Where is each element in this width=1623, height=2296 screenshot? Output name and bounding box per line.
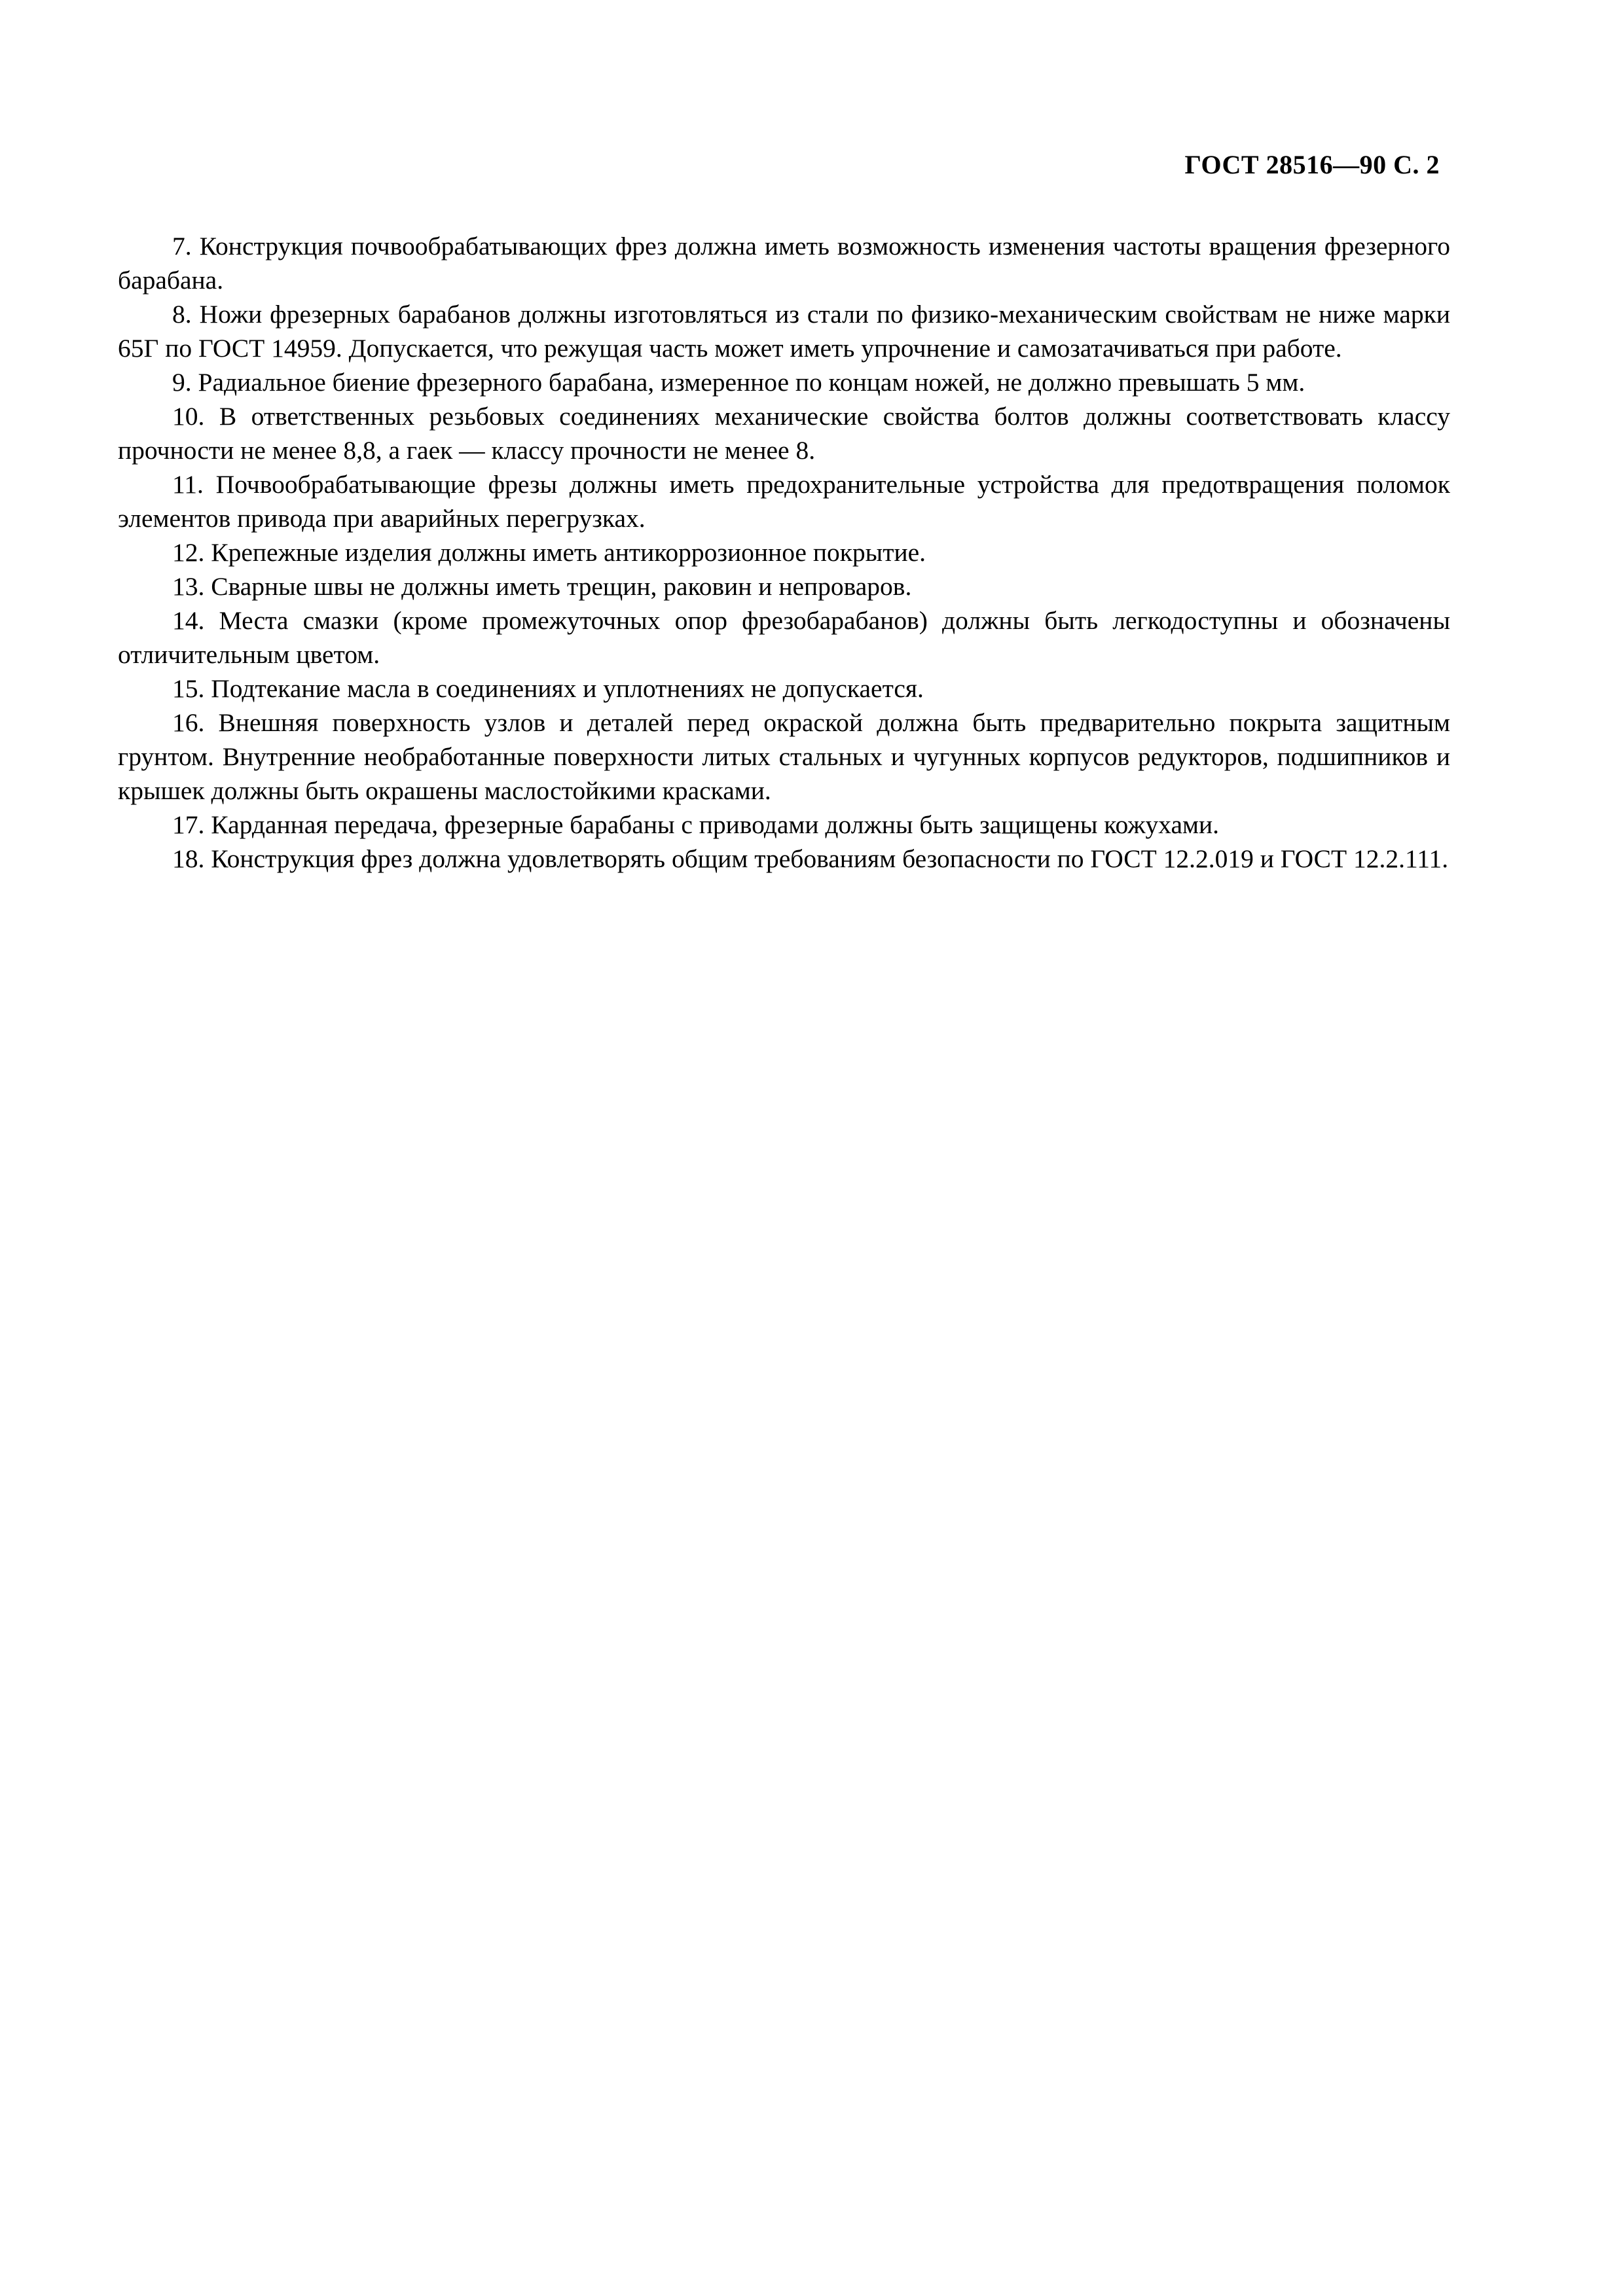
clause-8: 8. Ножи фрезерных барабанов должны изготовляться из стали по физико-механическим свойствам не ниже марки 65Г по ГОСТ 14959. Допускается, что режущая часть может иметь упрочнение и самозатачиваться при работе. — [118, 300, 1450, 363]
clause-10: 10. В ответственных резьбовых соединениях механические свойства болтов должны соответствовать классу прочности не менее 8,8, а гаек — классу прочности не менее 8. — [118, 402, 1450, 465]
clause-7: 7. Конструкция почвообрабатывающих фрез должна иметь возможность изменения частоты вращения фрезерного барабана. — [118, 232, 1450, 295]
clause-13: 13. Сварные швы не должны иметь трещин, раковин и непроваров. — [172, 572, 912, 601]
clause-18: 18. Конструкция фрез должна удовлетворять общим требованиям безопасности по ГОСТ 12.2.019 и ГОСТ 12.2.111. — [172, 844, 1449, 873]
clause-15: 15. Подтекание масла в соединениях и уплотнениях не допускается. — [172, 674, 924, 703]
clause-17: 17. Карданная передача, фрезерные барабаны с приводами должны быть защищены кожухами. — [172, 810, 1220, 839]
clause-11: 11. Почвообрабатывающие фрезы должны иметь предохранительные устройства для предотвращения поломок элементов привода при аварийных перегрузках. — [118, 470, 1450, 533]
clause-14: 14. Места смазки (кроме промежуточных опор фрезобарабанов) должны быть легкодоступны и обозначены отличительным цветом. — [118, 606, 1450, 669]
document-body — [118, 229, 1450, 876]
clause-9: 9. Радиальное биение фрезерного барабана, измеренное по концам ножей, не должно превышать 5 мм. — [172, 368, 1305, 397]
page-header-doc-ref: ГОСТ 28516—90 С. 2 — [1184, 150, 1440, 179]
clause-16: 16. Внешняя поверхность узлов и деталей перед окраской должна быть предварительно покрыта защитным грунтом. Внутренние необработанные поверхности литых стальных и чугунных корпусов редукторов, подшипников и крышек должны быть окрашены маслостойкими красками. — [118, 708, 1450, 805]
clause-12: 12. Крепежные изделия должны иметь антикоррозионное покрытие. — [172, 538, 926, 567]
